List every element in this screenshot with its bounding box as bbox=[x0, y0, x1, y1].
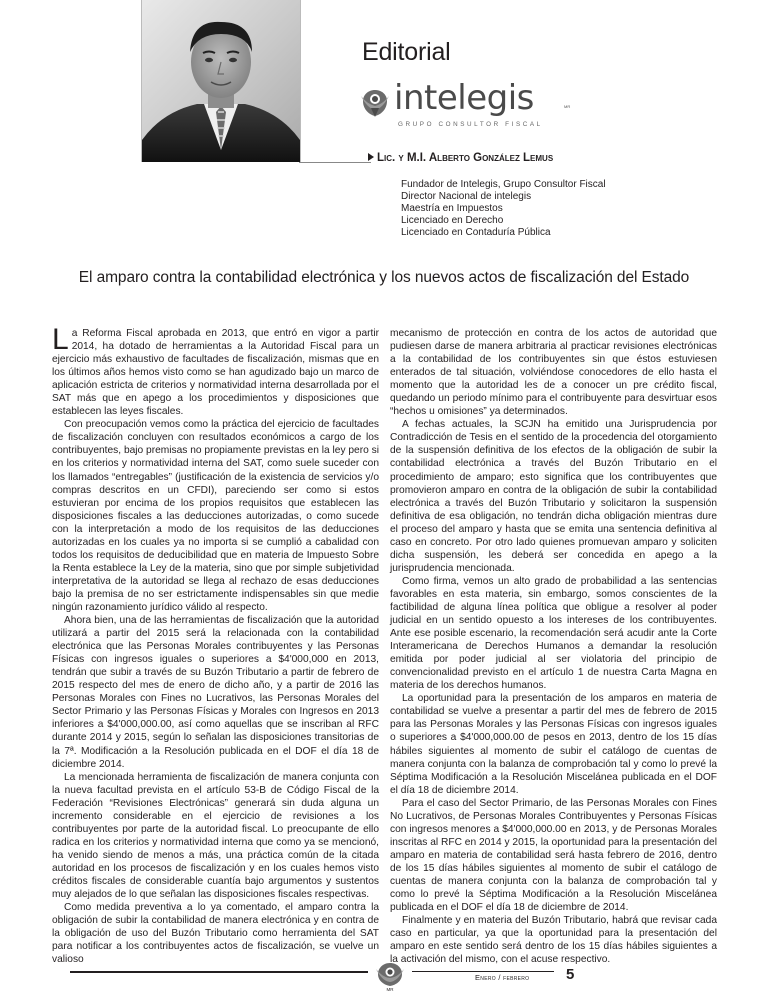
article-paragraph bbox=[52, 323, 379, 418]
article-title: El amparo contra la contabilidad electrónica y los nuevos actos de fiscalización del Estado bbox=[78, 269, 690, 286]
article-paragraph: La mencionada herramienta de fiscalización de manera conjunta con la nueva facultad prevista en el artículo 53-B de Código Fiscal de la Federación “Revisiones Electrónicas” generará sin duda alguna un incremento considerable en el ejercicio de revisiones a los contribuyentes por parte de la autoridad fiscal. Lo preocupante de ello radica en los criterios y normatividad interna que como ya se mencionó, ha venido siendo de menos a más, una práctica común de la citada autoridad en los procesos de fiscalización y en los cuales hemos visto créditos fiscales de considerable cuantía bajo argumentos y sustentos muy alejados de lo que señalan las disposiciones fiscales respectivas. bbox=[52, 771, 379, 901]
drop-cap: L bbox=[52, 323, 69, 356]
credential-line: Licenciado en Derecho bbox=[401, 215, 504, 226]
article-paragraph: Ahora bien, una de las herramientas de fiscalización que la autoridad utilizará a partir del 2015 será la relacionada con la contabilidad electrónica que las Personas Morales contribuyentes y las Personas Físicas con ingresos iguales o superiores a $4'000,000 en 2013, tendrán que subir a través de su Buzón Tributario a partir de febrero de 2015 respecto del mes de enero de dicho año, y a partir de 2016 las Personas Morales con Fines no Lucrativos, las Personas Morales del Sector Primario y las Personas Físicas y Morales con Ingresos en 2013 inferiores a $4'000,000.00, así como aquellas que se inscriban al RFC durante 2014 y 2015, según lo señalan las disposiciones transitorias de la 7ª. Modificación a la Resolución publicada en el DOF el día 18 de diciembre 2014. bbox=[52, 615, 379, 770]
triangle-bullet-icon bbox=[368, 153, 374, 161]
intelegis-logo bbox=[358, 78, 578, 130]
author-name: Lic. y M.I. Alberto González Lemus bbox=[377, 152, 554, 164]
footer-rule-left bbox=[70, 971, 368, 973]
issue-date: Enero / febrero bbox=[475, 973, 530, 982]
article-paragraph: mecanismo de protección en contra de los actos de autoridad que pudiesen darse de manera arbitraria al practicar revisiones electrónicas a la contabilidad de los contribuyentes sin que éstos estuviesen enterados de tal situación, volviéndose conocedores de ello hasta el momento que la autoridad les de a conocer un pre crédito fiscal, quedando un periodo mínimo para el contribuyente para desvirtuar esos “hechos u omisiones” ya determinados. bbox=[390, 328, 717, 418]
article-paragraph: Como medida preventiva a lo ya comentado, el amparo contra la obligación de subir la contabilidad de manera electrónica y en contra de la obligación de uso del Buzón Tributario como herramienta del SAT para notificar a los contribuyentes actos de fiscalización, se vuelve un valioso bbox=[52, 902, 379, 966]
logo-subtitle: GRUPO CONSULTOR FISCAL bbox=[398, 121, 543, 128]
author-photo bbox=[141, 0, 301, 162]
logo-wordmark: intelegis bbox=[394, 78, 534, 118]
paragraph-text: a Reforma Fiscal aprobada en 2013, que entró en vigor a partir 2014, ha dotado de herramientas a la Autoridad Fiscal para un ejercicio más exhaustivo de facultades de fiscalización, mismas que en los últimos años hemos visto como se han agudizado bajo un marco de aplicación estricta de criterios y normatividad interna desarrollada por el SAT más que en apego a los procedimientos y disposiciones que establecen las leyes fiscales. bbox=[52, 328, 379, 418]
credential-line: Director Nacional de intelegis bbox=[401, 191, 532, 202]
intelegis-emblem-icon bbox=[372, 960, 408, 992]
article-paragraph: Con preocupación vemos como la práctica del ejercicio de facultades de fiscalización concluyen con resultados económicos a cargo de los contribuyentes, bajo premisas no propiamente previstas en la ley pero si en los criterios y normatividad interna del SAT, como suele suceder con los llamados “entregables” (justificación de la existencia de servicios y/o compras descritos en un CFDI), pareciendo ser como si estos estuvieran por encima de los propios requisitos que establecen las disposiciones fiscales a las deducciones autorizadas, o como sucede con la interpretación a modo de los requisitos de las deducciones autorizadas en los cuales ya no importa si se cumplió a cabalidad con todos los requisitos de deducibilidad que en materia de Impuesto Sobre la Renta establece la Ley de la materia, sino que por simple subjetividad interpretativa de la autoridad se llega al rechazo de esas deducciones bajo la premisa de no ser estrictamente indispensables sin que medie ningún razonamiento jurídico válido al respecto. bbox=[52, 419, 379, 613]
author-rule bbox=[299, 162, 371, 163]
article-paragraph: Finalmente y en materia del Buzón Tributario, habrá que revisar cada caso en particular, ya que la oportunidad para la presentación del amparo en este sentido será dentro de los 15 días hábiles siguientes a la activación del mismo, con el acuse respectivo. bbox=[390, 915, 717, 966]
author-name-line bbox=[368, 152, 553, 164]
page-number: 5 bbox=[566, 966, 575, 983]
section-title: Editorial bbox=[362, 38, 451, 66]
article-paragraph: La oportunidad para la presentación de los amparos en materia de contabilidad se vuelve a presentar a partir del mes de febrero de 2015 para las Personas Morales y las Personas Físicas con ingresos iguales o superiores a $4'000,000.00 de pesos en 2013, dentro de los 15 días hábiles siguientes al momento de subir el catálogo de cuentas de manera conjunta con la balanza de comprobación tal y como lo prevé la Séptima Modificación a la Resolución Miscelánea publicada en el DOF el día 18 de diciembre 2014. bbox=[390, 693, 717, 796]
author-portrait-image bbox=[142, 0, 300, 162]
article-paragraph: A fechas actuales, la SCJN ha emitido una Jurisprudencia por Contradicción de Tesis en el sentido de la procedencia del otorgamiento de la suspensión definitiva de los efectos de la obligación de subir la contabilidad electrónica a través del Buzón Tributario en el procedimiento de amparo; esto significa que los contribuyentes que promovieron amparo en contra de la obligación de subir la contabilidad electrónica a través del Buzón Tributario y solicitaron la suspensión definitiva de esa obligación, no tendrán dicha obligación mientras dure el proceso del amparo y hasta que se emita una sentencia definitiva al caso en concreto. Por otro lado quienes promuevan amparo y soliciten dicha suspensión, les deberá ser concedida en apego a la jurisprudencia mencionada. bbox=[390, 419, 717, 574]
logo-trademark: MR bbox=[564, 104, 571, 109]
credential-line: Fundador de Intelegis, Grupo Consultor Fiscal bbox=[401, 179, 606, 190]
footer-emblem-label: MR bbox=[386, 987, 394, 992]
article-column-right bbox=[390, 327, 717, 966]
credential-line: Maestría en Impuestos bbox=[401, 203, 503, 214]
footer-rule-right bbox=[412, 971, 554, 972]
author-credentials bbox=[401, 179, 606, 239]
article-paragraph: Para el caso del Sector Primario, de las Personas Morales con Fines No Lucrativos, de Personas Morales Contribuyentes y Personas Físicas con ingresos menores a $4'000,000.00 en 2013, y de Personas Morales inscritas al RFC en 2014 y 2015, la oportunidad para la presentación del amparo en materia de contabilidad será hasta febrero de 2016, dentro de los 15 días hábiles siguientes al momento de subir el catálogo de cuentas de manera conjunta con la balanza de comprobación tal y como lo prevé la Séptima Modificación a la Resolución Miscelánea publicada en el DOF el día 18 de diciembre de 2014. bbox=[390, 797, 717, 914]
article-paragraph: Como firma, vemos un alto grado de probabilidad a las sentencias favorables en esta materia, sin embargo, somos conscientes de la factibilidad de alguna línea política que obligue a resolver al poder judicial en un sentido opuesto a los intereses de los contribuyentes. Ante ese posible escenario, la recomendación será acudir ante la Corte Interamericana de Derechos Humanos a demandar la resolución emitida por poder judicial al ser violatoria del principio de convencionalidad previsto en el artículo 1 de nuestra Carta Magna en materia de los derechos humanos. bbox=[390, 575, 717, 692]
article-column-left bbox=[52, 323, 379, 966]
intelegis-emblem-icon bbox=[358, 86, 392, 118]
credential-line: Licenciado en Contaduría Pública bbox=[401, 227, 551, 238]
